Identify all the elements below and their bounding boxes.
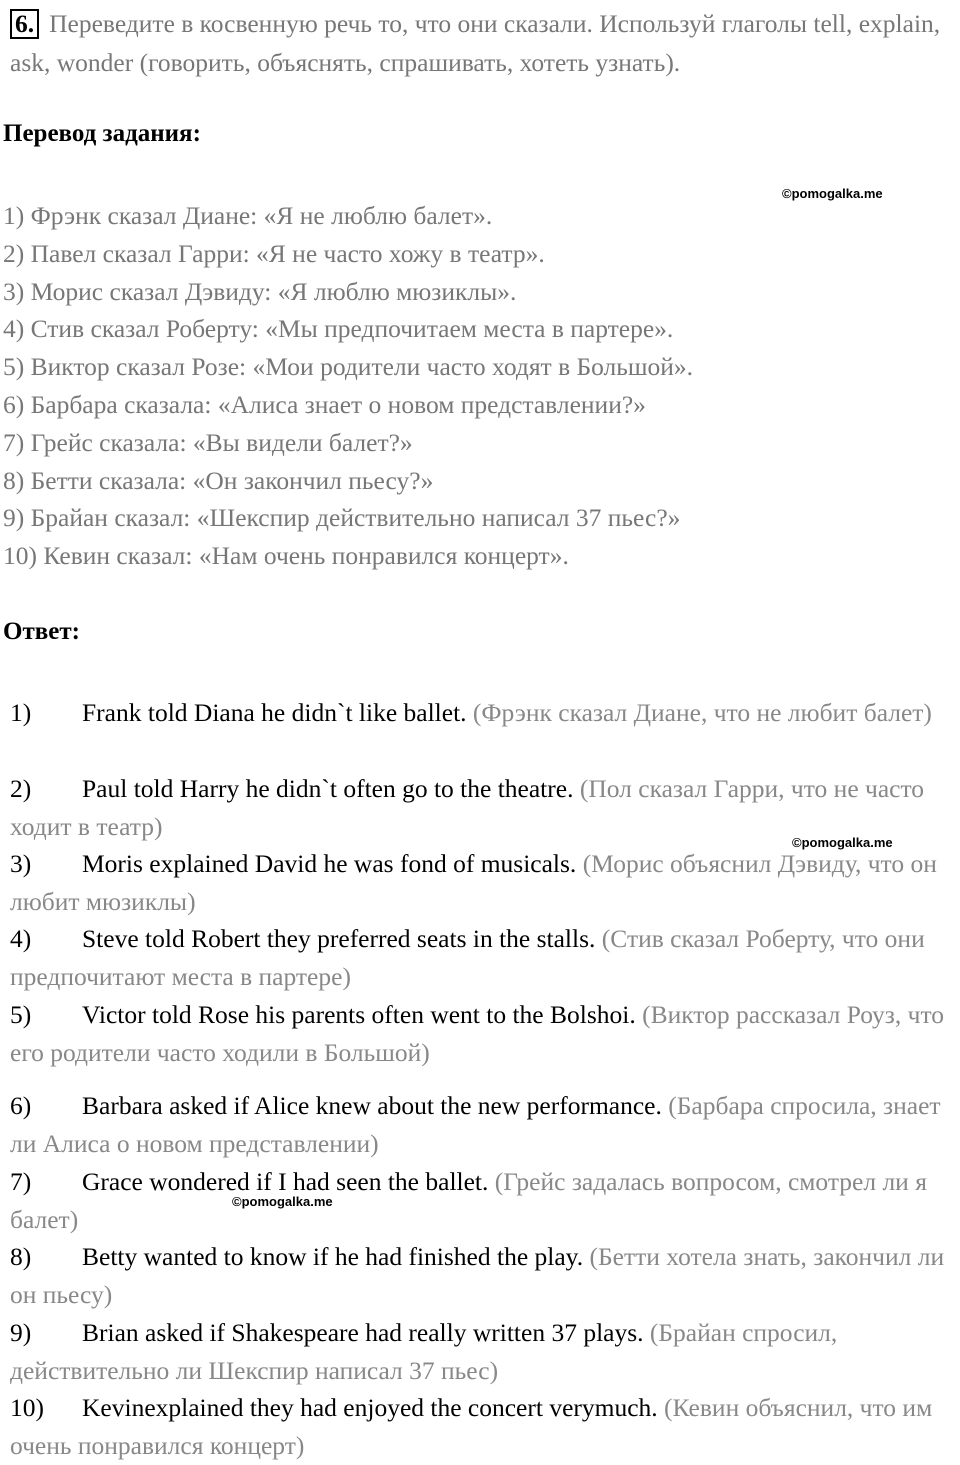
- watermark: ©pomogalka.me: [232, 1194, 333, 1209]
- answer-number: 2): [10, 774, 32, 803]
- answer-english: Frank told Diana he didn`t like ballet.: [82, 698, 467, 727]
- answer-number: 6): [10, 1091, 32, 1120]
- answer-number: 8): [10, 1242, 32, 1271]
- answer-number: 9): [10, 1318, 32, 1347]
- answer-english: Steve told Robert they preferred seats in the stalls.: [82, 924, 596, 953]
- translation-item: 5) Виктор сказал Розе: «Мои родители часто ходят в Большой».: [3, 352, 694, 382]
- translation-item: 3) Морис сказал Дэвиду: «Я люблю мюзиклы».: [3, 276, 517, 306]
- answer-english: Grace wondered if I had seen the ballet.: [82, 1167, 489, 1196]
- answer-item: [10, 694, 960, 732]
- task-number-box: 6.: [10, 9, 39, 39]
- answer-item: [10, 1389, 960, 1465]
- answer-english: Moris explained David he was fond of musicals.: [82, 849, 577, 878]
- translation-item: 2) Павел сказал Гарри: «Я не часто хожу в театр».: [3, 238, 545, 268]
- translation-list: [3, 197, 693, 575]
- task-instruction: Переведите в косвенную речь то, что они сказали. Используй глаголы tell, explain, ask, wonder (говорить, объяснять, спрашивать, хотеть узнать).: [10, 9, 941, 77]
- answer-heading: Ответ:: [3, 618, 80, 645]
- answer-number: 10): [10, 1393, 44, 1422]
- answer-russian: (Кевин объяснил, что им очень понравился концерт): [10, 1393, 933, 1460]
- answer-russian: (Морис объяснил Дэвиду, что он любит мюзиклы): [10, 849, 937, 916]
- answer-item: [10, 996, 960, 1072]
- answer-english: Victor told Rose his parents often went to the Bolshoi.: [82, 1000, 636, 1029]
- translation-item: 8) Бетти сказала: «Он закончил пьесу?»: [3, 465, 434, 495]
- answer-item: [10, 1238, 960, 1314]
- translation-item: 7) Грейс сказала: «Вы видели балет?»: [3, 427, 413, 457]
- answer-russian: (Фрэнк сказал Диане, что не любит балет): [472, 698, 932, 727]
- answer-russian: (Виктор рассказал Роуз, что его родители часто ходили в Большой): [10, 1000, 945, 1067]
- watermark: ©pomogalka.me: [792, 835, 893, 850]
- answer-item: [10, 920, 960, 996]
- translation-item: 4) Стив сказал Роберту: «Мы предпочитаем места в партере».: [3, 314, 674, 344]
- answer-number: 5): [10, 1000, 32, 1029]
- answer-item: [10, 1087, 960, 1163]
- answer-russian: (Грейс задалась вопросом, смотрел ли я балет): [10, 1167, 927, 1234]
- answer-item: [10, 1314, 960, 1390]
- answer-russian: (Стив сказал Роберту, что они предпочитают места в партере): [10, 924, 925, 991]
- watermark: ©pomogalka.me: [782, 186, 883, 201]
- answer-russian: (Бетти хотела знать, закончил ли он пьесу): [10, 1242, 945, 1309]
- answer-number: 1): [10, 698, 32, 727]
- answer-number: 7): [10, 1167, 32, 1196]
- answer-russian: (Пол сказал Гарри, что не часто ходит в театр): [10, 774, 925, 841]
- answer-item: [10, 845, 960, 921]
- answer-number: 4): [10, 924, 32, 953]
- answer-english: Barbara asked if Alice knew about the new performance.: [82, 1091, 662, 1120]
- answer-russian: (Брайан спросил, действительно ли Шекспир написал 37 пьес): [10, 1318, 838, 1385]
- translation-heading: Перевод задания:: [3, 120, 201, 147]
- task-instruction-block: [10, 4, 950, 82]
- answer-number: 3): [10, 849, 32, 878]
- answer-english: Kevinexplained they had enjoyed the concert verymuch.: [82, 1393, 658, 1422]
- translation-item: 10) Кевин сказал: «Нам очень понравился концерт».: [3, 541, 569, 571]
- answer-english: Betty wanted to know if he had finished the play.: [82, 1242, 584, 1271]
- translation-item: 6) Барбара сказала: «Алиса знает о новом представлении?»: [3, 389, 646, 419]
- answer-item: [10, 1163, 960, 1239]
- answer-english: Brian asked if Shakespeare had really written 37 plays.: [82, 1318, 644, 1347]
- answer-russian: (Барбара спросила, знает ли Алиса о новом представлении): [10, 1091, 941, 1158]
- translation-item: 9) Брайан сказал: «Шекспир действительно написал 37 пьес?»: [3, 503, 681, 533]
- answer-english: Paul told Harry he didn`t often go to the theatre.: [82, 774, 574, 803]
- translation-item: 1) Фрэнк сказал Диане: «Я не люблю балет».: [3, 201, 493, 230]
